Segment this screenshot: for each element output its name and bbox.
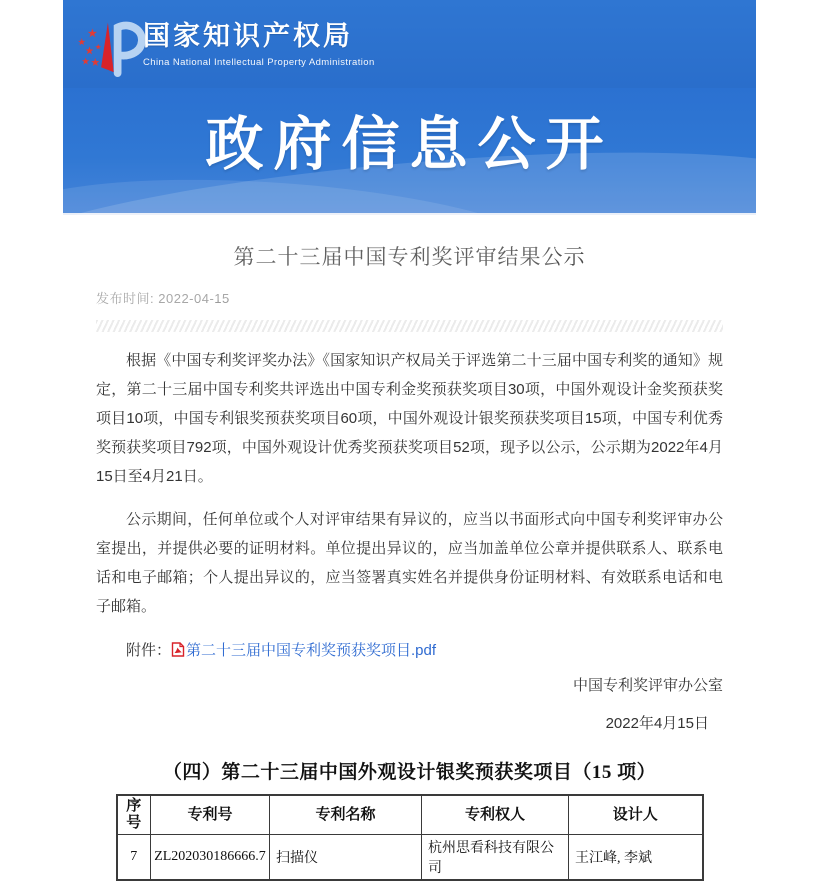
- cell-patent-name: 扫描仪: [270, 835, 422, 881]
- hatched-divider: [96, 320, 723, 332]
- banner-title: 政府信息公开: [205, 112, 614, 177]
- table-header-row: [117, 795, 703, 835]
- pdf-file-icon: [171, 642, 185, 657]
- cell-index: 7: [117, 835, 151, 881]
- cell-patentee: 杭州思看科技有限公司: [422, 835, 569, 881]
- cnipa-logo[interactable]: [73, 11, 375, 77]
- article-content: [63, 241, 756, 881]
- attachment-label: 附件：: [126, 642, 172, 659]
- attachment-line: [96, 639, 723, 660]
- cell-patent-no: ZL202030186666.7: [151, 835, 270, 881]
- section-heading: （四）第二十三届中国外观设计银奖预获奖项目（15 项）: [162, 762, 657, 783]
- col-header-patent-name: 专利名称: [270, 795, 422, 835]
- gov-info-banner: [63, 88, 756, 215]
- org-name-cn: 国家知识产权局: [143, 20, 353, 51]
- signature-date: 2022年4月15日: [605, 715, 709, 732]
- col-header-index: 序 号: [117, 795, 151, 835]
- org-name-en: China National Intellectual Property Administration: [143, 56, 375, 68]
- paragraph-1: 根据《中国专利奖评奖办法》《国家知识产权局关于评选第二十三届中国专利奖的通知》规定，第二十三届中国专利奖共评选出中国专利金奖预获奖项目30项，中国外观设计金奖预获奖项目10项，中国专利银奖预获奖项目60项，中国外观设计银奖预获奖项目15项，中国专利优秀奖预获奖项目792项，中国外观设计优秀奖预获奖项目52项，现予以公示，公示期为2022年4月15日至4月21日。: [96, 352, 723, 485]
- col-header-designer: 设计人: [569, 795, 703, 835]
- site-header: [63, 0, 756, 88]
- page: [63, 0, 756, 876]
- cell-designer: 王江峰, 李斌: [569, 835, 703, 881]
- signature-office: 中国专利奖评审办公室: [572, 677, 723, 694]
- col-header-patent-no: 专利号: [151, 795, 270, 835]
- award-table: [116, 794, 704, 881]
- cnipa-emblem-icon: [73, 11, 137, 77]
- attachment-pdf-link[interactable]: 第二十三届中国专利奖预获奖项目.pdf: [186, 642, 437, 659]
- col-header-patentee: 专利权人: [422, 795, 569, 835]
- table-row: [117, 835, 703, 881]
- paragraph-2: 公示期间，任何单位或个人对评审结果有异议的，应当以书面形式向中国专利奖评审办公室提出，并提供必要的证明材料。单位提出异议的，应当加盖单位公章并提供联系人、联系电话和电子邮箱；个人提出异议的，应当签署真实姓名并提供身份证明材料、有效联系电话和电子邮箱。: [96, 511, 723, 615]
- org-text: [143, 21, 375, 68]
